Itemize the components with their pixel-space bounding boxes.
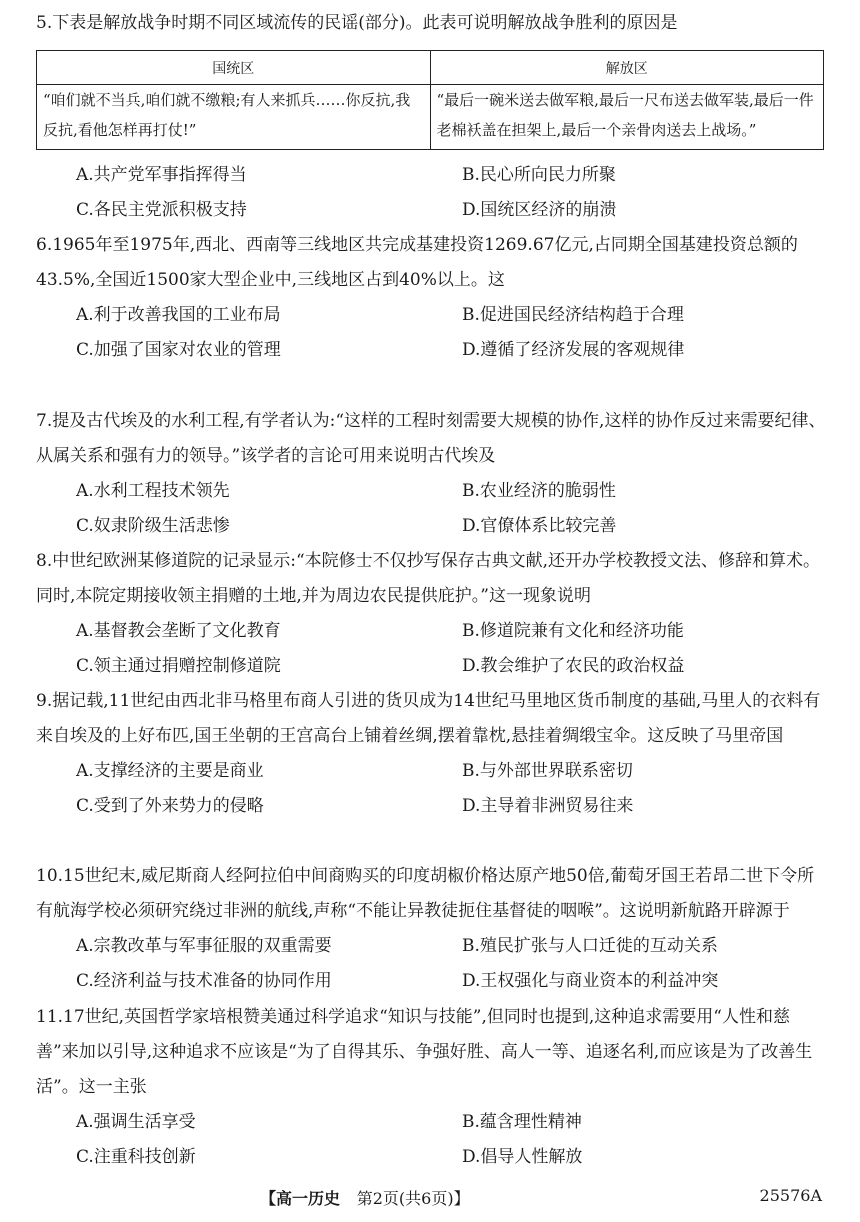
q10-option-d: D.王权强化与商业资本的利益冲突 xyxy=(462,971,719,991)
q10-option-c: C.经济利益与技术准备的协同作用 xyxy=(76,971,332,991)
q9-option-a: A.支撑经济的主要是商业 xyxy=(76,761,264,781)
question-5 xyxy=(36,6,826,41)
q7-option-b: B.农业经济的脆弱性 xyxy=(462,481,616,501)
q5-option-a: A.共产党军事指挥得当 xyxy=(76,165,247,185)
q8-option-a: A.基督教会垄断了文化教育 xyxy=(76,621,281,641)
q10-option-a: A.宗教改革与军事征服的双重需要 xyxy=(76,936,332,956)
question-7-stem: 7.提及古代埃及的水利工程,有学者认为:“这样的工程时刻需要大规模的协作,这样的协作反过来需要纪律、从属关系和强有力的领导。”该学者的言论可用来说明古代埃及 xyxy=(36,411,826,466)
q11-option-d: D.倡导人性解放 xyxy=(462,1147,583,1167)
question-11-stem: 11.17世纪,英国哲学家培根赞美通过科学追求“知识与技能”,但同时也提到,这种追求需要用“人性和慈善”来加以引导,这种追求不应该是“为了自得其乐、争强好胜、高人一等、追逐名利,而应该是为了改善生活”。这一主张 xyxy=(36,1007,813,1097)
question-6-stem: 6.1965年至1975年,西北、西南等三线地区共完成基建投资1269.67亿元,占同期全国基建投资总额的43.5%,全国近1500家大型企业中,三线地区占到40%以上。这 xyxy=(36,235,798,290)
q5-option-d: D.国统区经济的崩溃 xyxy=(462,200,617,220)
question-10 xyxy=(36,859,826,999)
q5-option-c: C.各民主党派积极支持 xyxy=(76,200,247,220)
q7-option-c: C.奴隶阶级生活悲惨 xyxy=(76,516,230,536)
table-row xyxy=(37,85,824,150)
q8-option-c: C.领主通过捐赠控制修道院 xyxy=(76,656,281,676)
table-header-row xyxy=(37,51,824,85)
table-header-kmt-area: 国统区 xyxy=(37,51,431,85)
question-9-stem: 9.据记载,11世纪由西北非马格里布商人引进的货贝成为14世纪马里地区货币制度的基础,马里人的衣料有来自埃及的上好布匹,国王坐朝的王宫高台上铺着丝绸,摆着靠枕,悬挂着绸缎宝伞。这反映了马里帝国 xyxy=(36,691,821,746)
q5-option-b: B.民心所向民力所聚 xyxy=(462,165,616,185)
footer-exam-code: 25576A xyxy=(759,1186,822,1205)
question-5-stem: 5.下表是解放战争时期不同区域流传的民谣(部分)。此表可说明解放战争胜利的原因是 xyxy=(36,13,678,33)
question-7 xyxy=(36,404,826,544)
q7-option-a: A.水利工程技术领先 xyxy=(76,481,230,501)
question-10-stem: 10.15世纪末,威尼斯商人经阿拉伯中间商购买的印度胡椒价格达原产地50倍,葡萄牙国王若昂二世下令所有航海学校必须研究绕过非洲的航线,声称“不能让异教徒扼住基督徒的咽喉”。这说明新航路开辟源于 xyxy=(36,866,815,921)
table-cell-liberated-song: “最后一碗米送去做军粮,最后一尺布送去做军装,最后一件老棉袄盖在担架上,最后一个亲骨肉送去上战场。” xyxy=(430,85,824,150)
question-11 xyxy=(36,1000,826,1175)
table-header-liberated-area: 解放区 xyxy=(430,51,824,85)
q6-option-a: A.利于改善我国的工业布局 xyxy=(76,305,281,325)
table-cell-kmt-song: “咱们就不当兵,咱们就不缴粮;有人来抓兵……你反抗,我反抗,看他怎样再打仗!” xyxy=(37,85,431,150)
question-5-options xyxy=(36,158,826,228)
footer-subject-page xyxy=(260,1186,470,1209)
page-footer xyxy=(0,1186,860,1210)
q7-option-d: D.官僚体系比较完善 xyxy=(462,516,617,536)
q6-option-d: D.遵循了经济发展的客观规律 xyxy=(462,340,685,360)
footer-page-number: 第2页(共6页)】 xyxy=(356,1189,470,1208)
question-8 xyxy=(36,544,826,684)
question-8-stem: 8.中世纪欧洲某修道院的记录显示:“本院修士不仅抄写保存古典文献,还开办学校教授文法、修辞和算术。同时,本院定期接收领主捐赠的土地,并为周边农民提供庇护。”这一现象说明 xyxy=(36,551,821,606)
folk-songs-table xyxy=(36,50,824,150)
q6-option-b: B.促进国民经济结构趋于合理 xyxy=(462,305,684,325)
q6-option-c: C.加强了国家对农业的管理 xyxy=(76,340,281,360)
q9-option-d: D.主导着非洲贸易往来 xyxy=(462,796,634,816)
q8-option-b: B.修道院兼有文化和经济功能 xyxy=(462,621,684,641)
q11-option-a: A.强调生活享受 xyxy=(76,1112,196,1132)
q11-option-c: C.注重科技创新 xyxy=(76,1147,196,1167)
question-6 xyxy=(36,228,826,368)
q10-option-b: B.殖民扩张与人口迁徙的互动关系 xyxy=(462,936,718,956)
q9-option-c: C.受到了外来势力的侵略 xyxy=(76,796,264,816)
footer-subject: 【高一历史 xyxy=(260,1189,341,1208)
q8-option-d: D.教会维护了农民的政治权益 xyxy=(462,656,685,676)
q11-option-b: B.蕴含理性精神 xyxy=(462,1112,582,1132)
q9-option-b: B.与外部世界联系密切 xyxy=(462,761,633,781)
question-9 xyxy=(36,684,826,824)
